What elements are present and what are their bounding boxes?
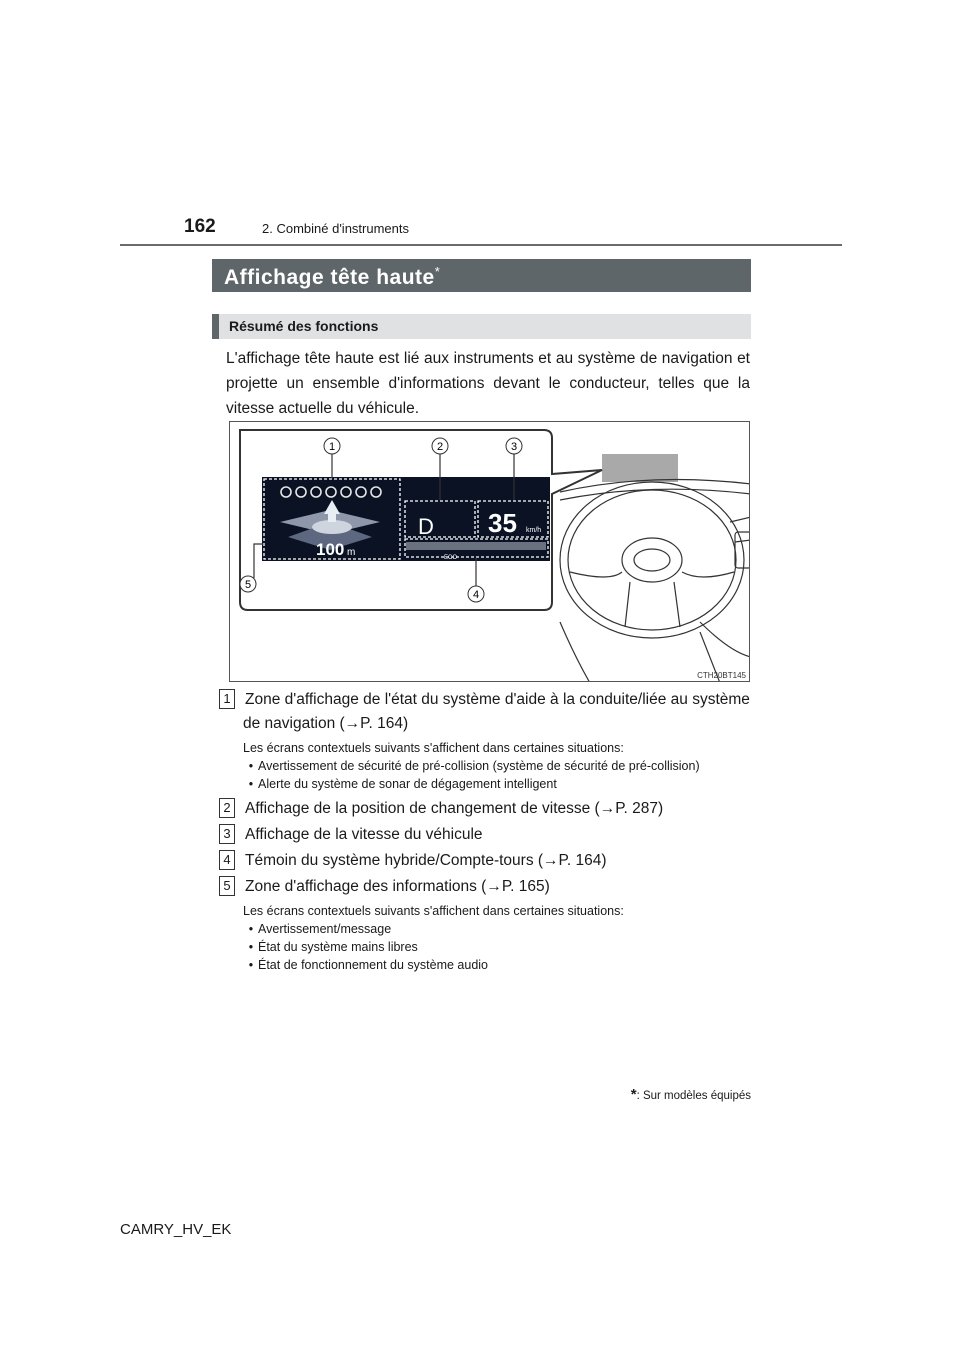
section-title-bar — [212, 259, 751, 292]
equipped-mark: * — [434, 264, 441, 279]
page-number: 162 — [184, 216, 216, 237]
hud-illustration — [229, 421, 750, 682]
item-number: 5 — [219, 876, 235, 896]
speed-value: 35 — [488, 508, 517, 538]
hud-illustration-svg — [230, 422, 750, 682]
svg-text:5: 5 — [244, 579, 252, 591]
item-text: Affichage de la vitesse du véhicule — [245, 826, 483, 843]
callout-1 — [324, 438, 340, 454]
list-item — [219, 688, 750, 712]
list-item: • Avertissement de sécurité de pré-collision (système de sécurité de pré-collision) — [244, 757, 700, 775]
svg-text:4: 4 — [472, 589, 480, 601]
note-text: Les écrans contextuels suivants s'affichent dans certaines situations: — [243, 904, 624, 918]
distance-unit: m — [347, 547, 356, 558]
subsection-title: Résumé des fonctions — [212, 314, 751, 339]
list-item: • Alerte du système de sonar de dégagement intelligent — [244, 775, 700, 793]
item-number: 4 — [219, 850, 235, 870]
list-item: • État de fonctionnement du système audio — [244, 956, 488, 974]
gear-position: D — [418, 514, 434, 539]
item-number: 1 — [219, 689, 235, 709]
svg-text:1: 1 — [328, 441, 336, 453]
footer-model: CAMRY_HV_EK — [120, 1221, 232, 1238]
header-rule — [120, 244, 842, 246]
list-item — [219, 823, 483, 847]
svg-text:3: 3 — [510, 441, 518, 453]
list-item — [219, 875, 550, 899]
callout-5 — [240, 576, 256, 592]
footnote — [520, 1086, 751, 1103]
item-text-continued: de navigation (→P. 164) — [243, 715, 409, 732]
list-item: • Avertissement/message — [244, 920, 488, 938]
section-title: Affichage tête haute — [224, 266, 435, 289]
item-number: 2 — [219, 798, 235, 818]
speed-unit: km/h — [526, 527, 542, 534]
list-item: • État du système mains libres — [244, 938, 488, 956]
note-bullets — [244, 920, 488, 974]
note-text: Les écrans contextuels suivants s'affichent dans certaines situations: — [243, 741, 624, 755]
svg-text:2: 2 — [436, 441, 444, 453]
footnote-mark: * — [630, 1086, 637, 1103]
list-item — [219, 849, 607, 873]
callout-2 — [432, 438, 448, 454]
eco-label: ECO — [444, 555, 458, 561]
distance-value: 100 — [316, 540, 345, 559]
item-text: Témoin du système hybride/Compte-tours (→P. 164) — [245, 852, 607, 869]
figure-code: CTH20BT145 — [697, 671, 746, 680]
item-text: Affichage de la position de changement de vitesse (→P. 287) — [245, 800, 664, 817]
intro-paragraph: L'affichage tête haute est lié aux instruments et au système de navigation et projette un ensemble d'informations devant le conducteur, telles que la vitesse actuelle du véhicule. — [226, 350, 750, 417]
item-text: Zone d'affichage des informations (→P. 165) — [245, 878, 550, 895]
list-item — [219, 797, 663, 821]
hybrid-indicator-bar — [406, 542, 546, 550]
callout-3 — [506, 438, 522, 454]
item-number: 3 — [219, 824, 235, 844]
steering-wheel-scene — [560, 454, 750, 682]
note-bullets — [244, 757, 700, 793]
callout-4 — [468, 586, 484, 602]
chapter-title: 2. Combiné d'instruments — [262, 221, 409, 236]
footnote-text: : Sur modèles équipés — [636, 1090, 751, 1102]
item-text: Zone d'affichage de l'état du système d'aide à la conduite/liée au système — [245, 691, 750, 708]
